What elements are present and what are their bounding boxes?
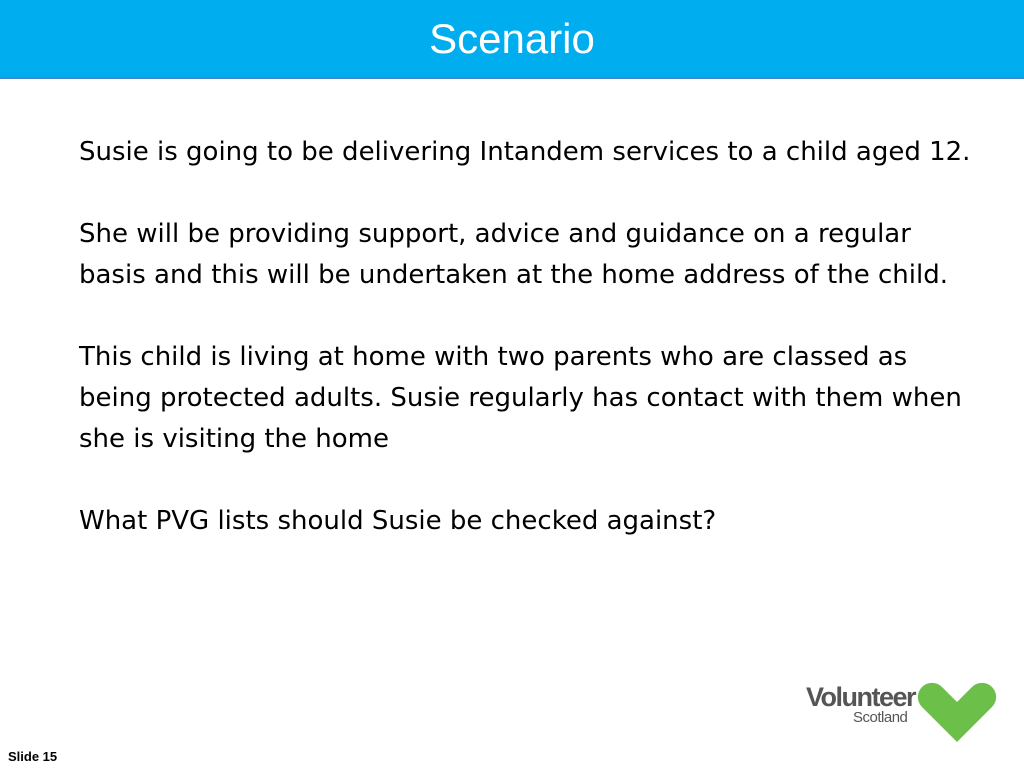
paragraph-question: What PVG lists should Susie be checked against? [79, 506, 717, 536]
logo-text-volunteer: Volunteer [806, 682, 916, 712]
volunteer-scotland-logo [806, 678, 1002, 748]
title-bar [0, 0, 1024, 79]
slide-body [79, 132, 979, 542]
slide-number: Slide 15 [8, 749, 58, 764]
logo-text-scotland: Scotland [853, 709, 908, 726]
paragraph-household: This child is living at home with two parents who are classed as being protected adults. Susie regularly has contact with them when she is visiting the home [79, 342, 962, 454]
paragraph-support: She will be providing support, advice and guidance on a regular basis and this will be undertaken at the home address of the child. [79, 219, 948, 290]
slide-title: Scenario [429, 15, 595, 62]
paragraph-intro: Susie is going to be delivering Intandem services to a child aged 12. [79, 137, 971, 167]
heart-icon [916, 680, 998, 744]
